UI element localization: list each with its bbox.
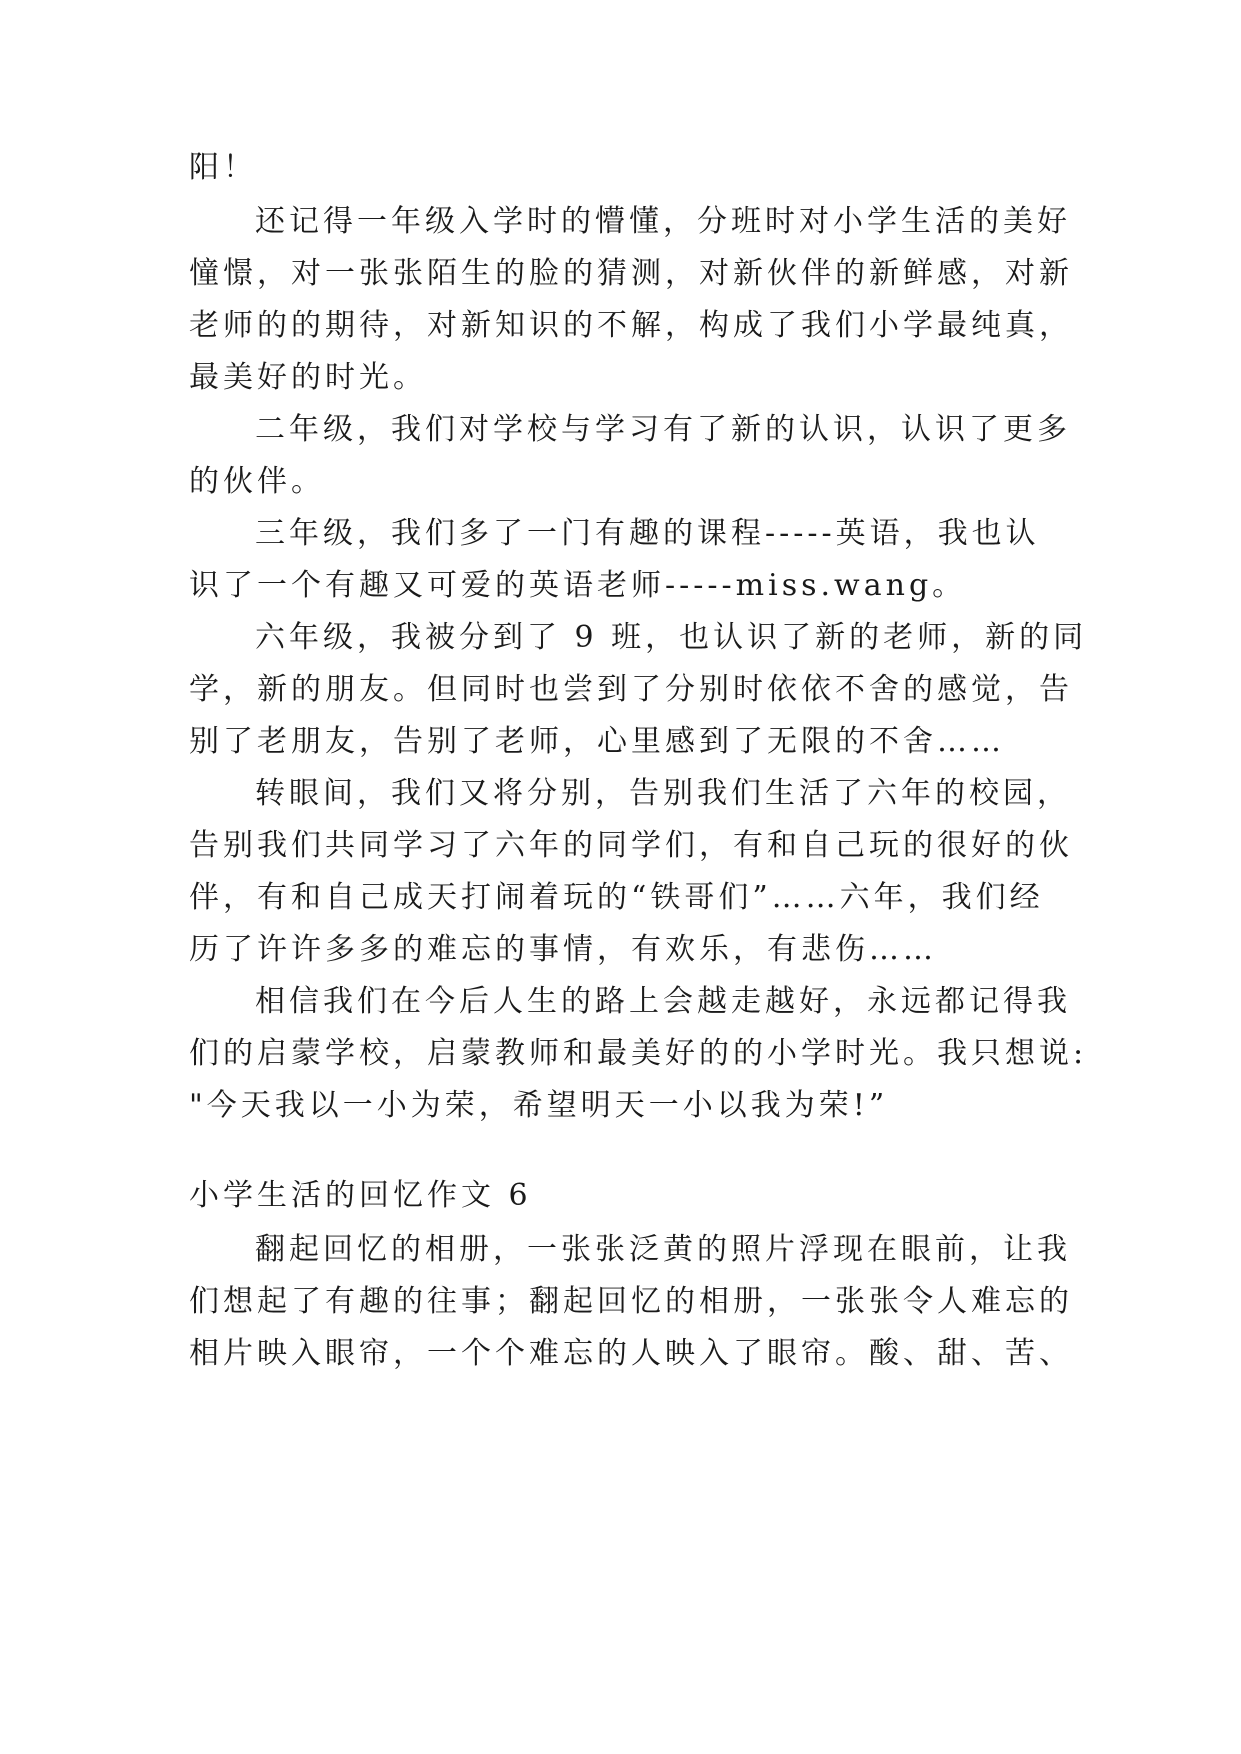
paragraph-line: 翻起回忆的相册，一张张泛黄的照片浮现在眼前，让我 xyxy=(255,1232,1071,1267)
text-line: 憧憬，对一张张陌生的脸的猜测，对新伙伴的新鲜感，对新 xyxy=(189,256,1073,291)
text-line: 老师的的期待，对新知识的不解，构成了我们小学最纯真， xyxy=(189,308,1073,343)
text-line: 历了许许多多的难忘的事情，有欢乐，有悲伤…… xyxy=(189,932,937,967)
text-line: 伴，有和自己成天打闹着玩的“铁哥们”……六年，我们经 xyxy=(189,880,1044,915)
paragraph-line: 六年级，我被分到了 9 班，也认识了新的老师，新的同 xyxy=(255,620,1088,655)
paragraph-line: 相信我们在今后人生的路上会越走越好，永远都记得我 xyxy=(255,984,1071,1019)
paragraph-line: 三年级，我们多了一门有趣的课程-----英语，我也认 xyxy=(255,516,1040,551)
text-line: 最美好的时光。 xyxy=(189,360,427,395)
text-line: 相片映入眼帘，一个个难忘的人映入了眼帘。酸、甜、苦、 xyxy=(189,1336,1073,1371)
section-heading: 小学生活的回忆作文 6 xyxy=(189,1178,532,1213)
paragraph-line: 转眼间，我们又将分别，告别我们生活了六年的校园， xyxy=(255,776,1071,811)
text-line: 们的启蒙学校，启蒙教师和最美好的的小学时光。我只想说: xyxy=(189,1036,1088,1071)
text-line: 的伙伴。 xyxy=(189,464,325,499)
text-line: 学，新的朋友。但同时也尝到了分别时依依不舍的感觉，告 xyxy=(189,672,1073,707)
text-line: 阳！ xyxy=(189,150,257,185)
paragraph-line: 还记得一年级入学时的懵懂，分班时对小学生活的美好 xyxy=(255,204,1071,239)
text-line: 们想起了有趣的往事；翻起回忆的相册，一张张令人难忘的 xyxy=(189,1284,1073,1319)
text-line: 别了老朋友，告别了老师，心里感到了无限的不舍…… xyxy=(189,724,1005,759)
text-line: 识了一个有趣又可爱的英语老师-----miss.wang。 xyxy=(189,568,967,603)
text-line: 告别我们共同学习了六年的同学们，有和自己玩的很好的伙 xyxy=(189,828,1073,863)
text-line: "今天我以一小为荣，希望明天一小以我为荣!” xyxy=(189,1088,889,1123)
paragraph-line: 二年级，我们对学校与学习有了新的认识，认识了更多 xyxy=(255,412,1071,447)
